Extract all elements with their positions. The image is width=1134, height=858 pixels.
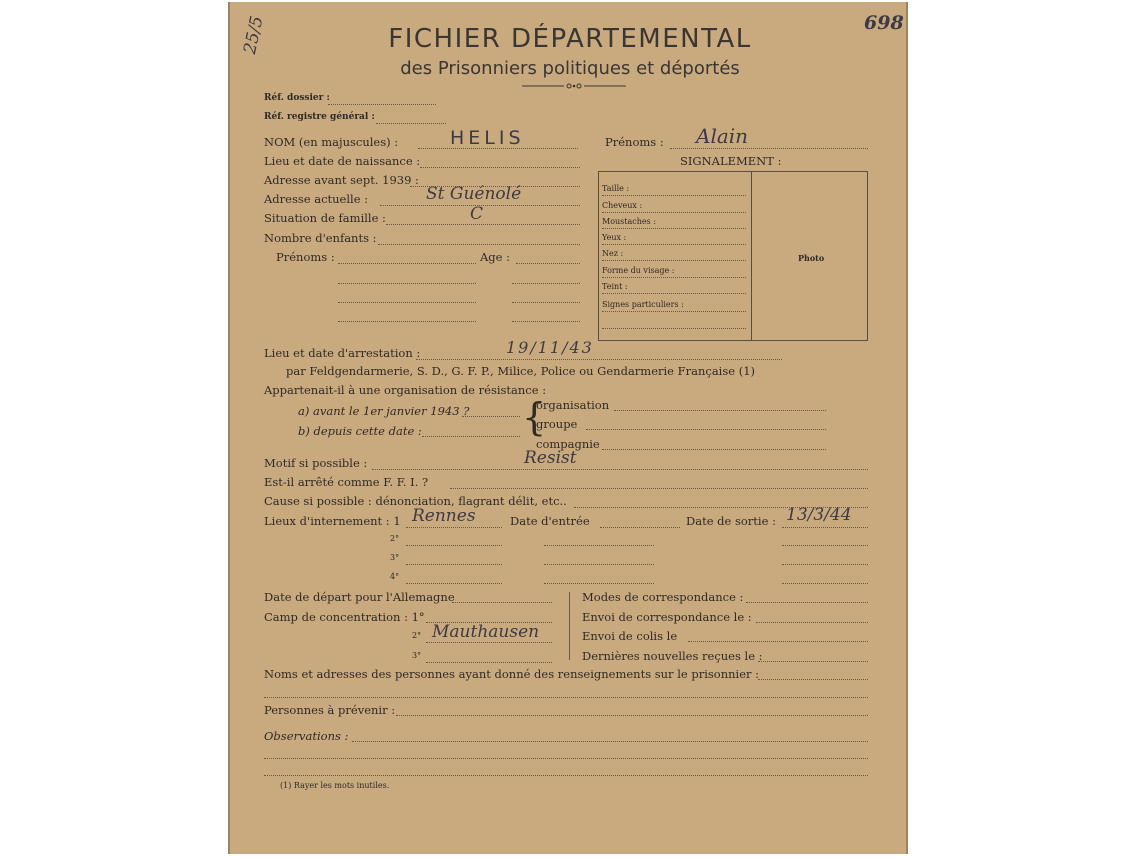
arrestation-label: Lieu et date d'arrestation : bbox=[264, 346, 421, 360]
organisation-brace: { bbox=[522, 395, 547, 439]
enfants-prenoms-label: Prénoms : bbox=[276, 250, 335, 264]
ffi-line bbox=[450, 488, 868, 489]
internement-lieu-1: Rennes bbox=[412, 506, 476, 526]
date-depart-label: Date de départ pour l'Allemagne bbox=[264, 590, 455, 604]
signalement-item-line bbox=[602, 293, 746, 294]
signalement-item-label: Taille : bbox=[602, 184, 630, 193]
date-entree-line bbox=[600, 527, 680, 528]
motif-line bbox=[372, 469, 868, 470]
prenoms-value: Alain bbox=[696, 124, 749, 148]
signalement-item-line bbox=[602, 212, 746, 213]
noms-line-2 bbox=[264, 697, 868, 698]
observations-line-3 bbox=[264, 775, 868, 776]
prenoms-line bbox=[670, 148, 868, 149]
entree-line-2 bbox=[544, 545, 654, 546]
signalement-item-line bbox=[602, 228, 746, 229]
dernieres-nouvelles-label: Dernières nouvelles reçues le : bbox=[582, 649, 763, 663]
signalement-item-label: Nez : bbox=[602, 249, 624, 258]
photo-label: Photo bbox=[798, 253, 825, 263]
camp-line-2 bbox=[426, 642, 552, 643]
enfants-prenoms-line-3 bbox=[338, 302, 476, 303]
ref-dossier-label: Réf. dossier : bbox=[264, 93, 330, 103]
envoi-colis-label: Envoi de colis le bbox=[582, 629, 678, 643]
situation-label: Situation de famille : bbox=[264, 211, 386, 225]
ref-dossier-line bbox=[328, 104, 436, 105]
card-title: FICHIER DÉPARTEMENTAL bbox=[388, 24, 752, 54]
org-organisation-line bbox=[614, 410, 826, 411]
prisoner-record-card bbox=[228, 2, 908, 854]
signalement-item-label: Cheveux : bbox=[602, 201, 643, 210]
camp-line-3 bbox=[426, 662, 552, 663]
ref-registre-label: Réf. registre général : bbox=[264, 112, 375, 122]
signalement-item-line bbox=[602, 244, 746, 245]
section-divider bbox=[569, 592, 570, 660]
noms-adresses-label: Noms et adresses des personnes ayant donné des renseignements sur le prisonnier : bbox=[264, 667, 760, 681]
depuis-line bbox=[422, 436, 520, 437]
ref-registre-line bbox=[376, 123, 446, 124]
enfants-age-line-4 bbox=[512, 321, 580, 322]
date-sortie-label: Date de sortie : bbox=[686, 514, 776, 528]
signalement-item-line bbox=[602, 277, 746, 278]
org-item-compagnie: compagnie bbox=[536, 437, 600, 451]
signalement-title: SIGNALEMENT : bbox=[680, 154, 782, 168]
situation-line bbox=[386, 224, 580, 225]
entree-line-3 bbox=[544, 564, 654, 565]
org-compagnie-line bbox=[602, 449, 826, 450]
signalement-item-label: Yeux : bbox=[602, 233, 627, 242]
corner-mark-right: 698 bbox=[864, 12, 904, 34]
title-ornament bbox=[522, 82, 626, 90]
enfants-prenoms-line-2 bbox=[338, 283, 476, 284]
internement-line-1 bbox=[406, 527, 502, 528]
lieu-naissance-label: Lieu et date de naissance : bbox=[264, 154, 421, 168]
nombre-enfants-label: Nombre d'enfants : bbox=[264, 231, 377, 245]
enfants-age-line-2 bbox=[512, 283, 580, 284]
adresse-actuelle-label: Adresse actuelle : bbox=[264, 192, 369, 206]
sortie-line-3 bbox=[782, 564, 868, 565]
observations-line-1 bbox=[352, 741, 868, 742]
ffi-label: Est-il arrêté comme F. F. I. ? bbox=[264, 475, 429, 489]
avant-1943-label: a) avant le 1er janvier 1943 ? bbox=[298, 404, 470, 418]
sortie-line-2 bbox=[782, 545, 868, 546]
dernieres-line bbox=[758, 661, 868, 662]
nom-value: HELIS bbox=[450, 127, 525, 149]
prenoms-label: Prénoms : bbox=[605, 135, 664, 149]
observations-label: Observations : bbox=[264, 729, 349, 743]
signalement-item-line bbox=[602, 195, 746, 196]
camp-3-label: 3° bbox=[412, 651, 422, 660]
signalement-extra-line bbox=[602, 328, 746, 329]
signalement-item-line bbox=[602, 311, 746, 312]
camp-2-label: 2° bbox=[412, 631, 422, 640]
avant-1943-line bbox=[462, 416, 520, 417]
adresse-actuelle-value: St Guénolé bbox=[426, 184, 522, 204]
internement-line-4 bbox=[406, 583, 502, 584]
modes-line bbox=[746, 602, 868, 603]
envoi-correspondance-label: Envoi de correspondance le : bbox=[582, 610, 752, 624]
internement-ordinal-3: 3° bbox=[390, 553, 400, 562]
organisation-question: Appartenait-il à une organisation de résistance : bbox=[264, 383, 547, 397]
date-depart-line bbox=[452, 602, 552, 603]
card-subtitle: des Prisonniers politiques et déportés bbox=[400, 58, 740, 79]
signalement-item-line bbox=[602, 260, 746, 261]
enfants-age-line-3 bbox=[512, 302, 580, 303]
date-sortie-line bbox=[782, 527, 868, 528]
internement-ordinal-2: 2° bbox=[390, 534, 400, 543]
nombre-enfants-line bbox=[378, 244, 580, 245]
internement-line-2 bbox=[406, 545, 502, 546]
entree-line-4 bbox=[544, 583, 654, 584]
arrestation-line bbox=[416, 359, 782, 360]
sortie-line-4 bbox=[782, 583, 868, 584]
personnes-prevenir-label: Personnes à prévenir : bbox=[264, 703, 396, 717]
camp-label: Camp de concentration : 1° bbox=[264, 610, 425, 624]
motif-value: Resist bbox=[524, 448, 577, 468]
cause-label: Cause si possible : dénonciation, flagrant délit, etc.. bbox=[264, 494, 567, 508]
lieux-internement-label: Lieux d'internement : 1 bbox=[264, 514, 401, 528]
org-item-organisation: organisation bbox=[536, 398, 610, 412]
signalement-box bbox=[598, 171, 868, 341]
signalement-item-label: Moustaches : bbox=[602, 217, 656, 226]
motif-label: Motif si possible : bbox=[264, 456, 368, 470]
noms-line-1 bbox=[758, 679, 868, 680]
personnes-line bbox=[396, 715, 868, 716]
footnote: (1) Rayer les mots inutiles. bbox=[280, 781, 390, 790]
depuis-label: b) depuis cette date : bbox=[298, 424, 422, 438]
signalement-item-label: Teint : bbox=[602, 282, 628, 291]
internement-ordinal-4: 4° bbox=[390, 572, 400, 581]
lieu-naissance-line bbox=[420, 167, 580, 168]
camp-2-value: Mauthausen bbox=[432, 622, 540, 642]
signalement-item-label: Signes particuliers : bbox=[602, 300, 684, 309]
corner-mark-left: 25/5 bbox=[240, 14, 268, 56]
date-sortie-value: 13/3/44 bbox=[786, 505, 852, 525]
enfants-prenoms-line-1 bbox=[338, 263, 476, 264]
adresse-avant-label: Adresse avant sept. 1939 : bbox=[264, 173, 419, 187]
enfants-age-line-1 bbox=[516, 263, 580, 264]
modes-correspondance-label: Modes de correspondance : bbox=[582, 590, 744, 604]
date-entree-label: Date d'entrée bbox=[510, 514, 590, 528]
envoi-corr-line bbox=[756, 622, 868, 623]
envoi-colis-line bbox=[688, 641, 868, 642]
enfants-prenoms-line-4 bbox=[338, 321, 476, 322]
arrestation-par-label: par Feldgendarmerie, S. D., G. F. P., Milice, Police ou Gendarmerie Française (1) bbox=[286, 364, 756, 378]
photo-divider bbox=[751, 172, 752, 340]
org-item-groupe: groupe bbox=[536, 417, 578, 431]
observations-line-2 bbox=[264, 758, 868, 759]
nom-label: NOM (en majuscules) : bbox=[264, 135, 399, 149]
org-groupe-line bbox=[586, 429, 826, 430]
situation-value: C bbox=[470, 204, 484, 224]
internement-line-3 bbox=[406, 564, 502, 565]
signalement-item-label: Forme du visage : bbox=[602, 266, 675, 275]
arrestation-value: 19/11/43 bbox=[506, 338, 594, 357]
enfants-age-label: Age : bbox=[480, 250, 511, 264]
